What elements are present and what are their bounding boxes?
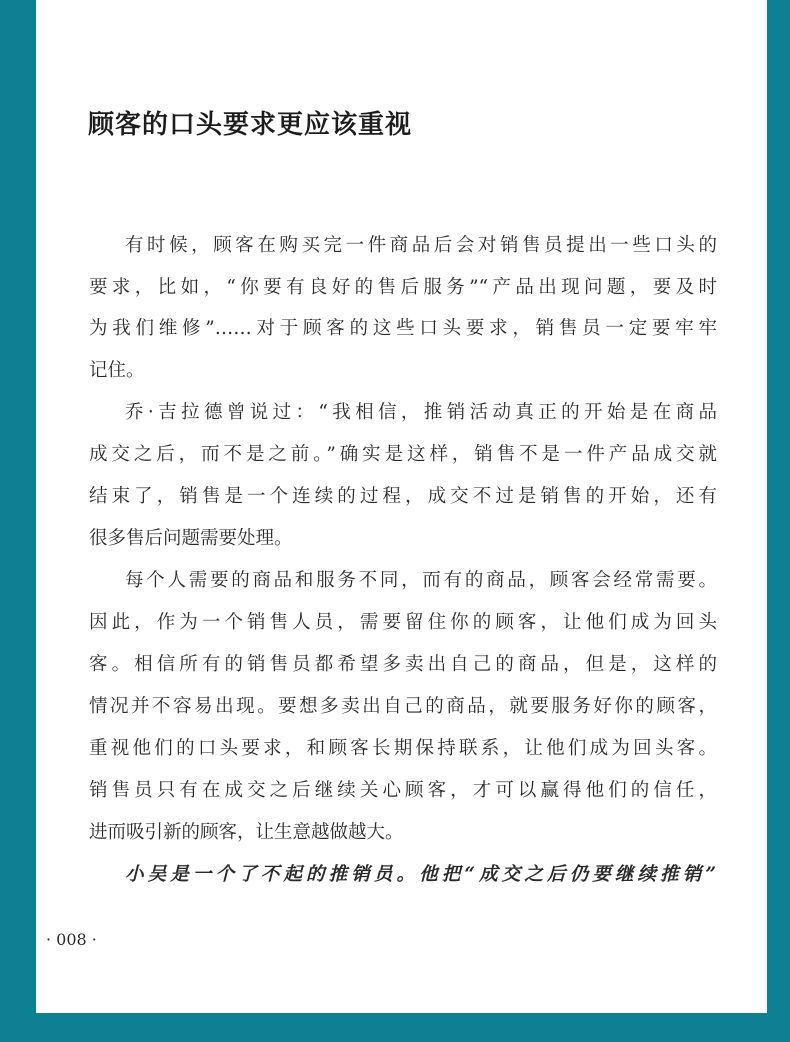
paragraph-3-line-5: 重视他们的口头要求，和顾客长期保持联系，让他们成为回头客。 [89, 738, 717, 759]
paragraph-1-line-2: 要求，比如，“你要有良好的售后服务”“产品出现问题，要及时 [89, 277, 717, 298]
paragraph-3-line-4: 情况并不容易出现。要想多卖出自己的商品，就要服务好你的顾客， [89, 696, 717, 717]
paragraph-1-line-4: 记住。 [89, 360, 145, 381]
paragraph-3-line-1: 每个人需要的商品和服务不同，而有的商品，顾客会经常需要。 [125, 570, 717, 591]
paragraph-2-line-2: 成交之后，而不是之前。”确实是这样，销售不是一件产品成交就 [89, 444, 717, 465]
paragraph-3-line-6: 销售员只有在成交之后继续关心顾客，才可以赢得他们的信任， [89, 780, 717, 801]
paragraph-1-line-3: 为我们维修”……对于顾客的这些口头要求，销售员一定要牢牢 [89, 318, 717, 339]
paragraph-2-line-1: 乔·吉拉德曾说过：“我相信，推销活动真正的开始是在商品 [125, 402, 717, 423]
paragraph-2-line-3: 结束了，销售是一个连续的过程，成交不过是销售的开始，还有 [89, 486, 717, 507]
paragraph-3-line-7: 进而吸引新的顾客，让生意越做越大。 [89, 822, 404, 843]
section-title: 顾客的口头要求更应该重视 [88, 110, 413, 140]
paragraph-2-line-4: 很多售后问题需要处理。 [89, 528, 293, 549]
paragraph-1-line-1: 有时候，顾客在购买完一件商品后会对销售员提出一些口头的 [125, 235, 717, 256]
paragraph-3-line-2: 因此，作为一个销售人员，需要留住你的顾客，让他们成为回头 [89, 612, 717, 633]
page-number: · 008 · [46, 930, 97, 949]
paragraph-4-line-1: 小吴是一个了不起的推销员。他把“成交之后仍要继续推销” [125, 864, 717, 885]
book-page [36, 0, 767, 1013]
paragraph-3-line-3: 客。相信所有的销售员都希望多卖出自己的商品，但是，这样的 [89, 654, 717, 675]
